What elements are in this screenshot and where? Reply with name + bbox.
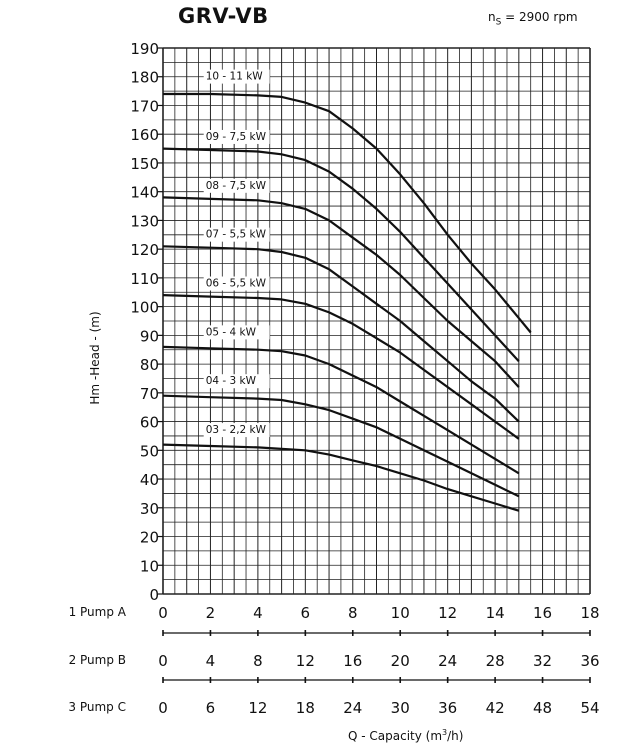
x-tick-label: 2 (205, 604, 216, 622)
y-tick-label: 180 (130, 68, 159, 87)
x-axis-label (348, 728, 463, 743)
x-tick-label: 42 (485, 699, 505, 717)
x-tick-label: 48 (533, 699, 553, 717)
curves (163, 70, 531, 511)
x-tick-label: 24 (343, 699, 363, 717)
x-tick-label: 6 (300, 604, 311, 622)
y-tick-label: 120 (130, 241, 159, 260)
x-tick-label: 0 (158, 699, 168, 717)
y-tick-label: 50 (139, 442, 159, 461)
speed-subscript: S (495, 17, 502, 28)
x-tick-label: 36 (438, 699, 458, 717)
x-tick-label: 20 (390, 652, 410, 670)
y-tick-label: 0 (149, 586, 159, 604)
y-tick-label: 80 (139, 356, 159, 375)
x-tick-label: 0 (158, 604, 168, 622)
curve-label: 04 - 3 kW (205, 375, 257, 388)
x-tick-label: 18 (295, 699, 315, 717)
y-tick-label: 90 (139, 327, 159, 346)
y-tick-label: 130 (130, 212, 159, 231)
x-scale-name: 3 Pump C (68, 700, 126, 714)
curve-label: 09 - 7,5 kW (205, 130, 267, 143)
x-tick-label: 4 (205, 652, 216, 670)
y-tick-label: 20 (139, 528, 159, 547)
y-tick-label: 110 (130, 269, 159, 288)
y-tick-label: 40 (139, 471, 159, 490)
x-tick-label: 12 (248, 699, 268, 717)
y-tick-label: 160 (130, 126, 159, 145)
x-tick-label: 8 (348, 604, 358, 622)
x-tick-label: 36 (580, 652, 600, 670)
x-tick-label: 12 (438, 604, 458, 622)
x-tick-label: 4 (253, 604, 263, 622)
chart-title: GRV-VB (178, 4, 269, 28)
x-tick-label: 6 (205, 699, 216, 717)
x-tick-label: 16 (343, 652, 363, 670)
x-tick-label: 28 (485, 652, 505, 670)
curve-label: 03 - 2,2 kW (205, 424, 267, 437)
x-axis-label-sup: 3 (442, 728, 448, 737)
x-tick-label: 30 (390, 699, 410, 717)
y-tick-label: 30 (139, 499, 159, 518)
x-scales (68, 604, 599, 717)
grid (163, 48, 590, 594)
speed-symbol: n (488, 10, 496, 24)
curve-label: 07 - 5,5 kW (205, 228, 267, 241)
y-tick-label: 150 (130, 154, 159, 173)
curve-label: 06 - 5,5 kW (205, 277, 267, 290)
x-tick-label: 16 (533, 604, 553, 622)
x-scale-name: 2 Pump B (68, 653, 126, 667)
curve-label: 05 - 4 kW (205, 326, 257, 339)
y-tick-label: 170 (130, 97, 159, 116)
x-tick-label: 54 (580, 699, 600, 717)
y-tick-label: 70 (139, 384, 159, 403)
x-axis-label-main: Q - Capacity (m (348, 729, 443, 743)
y-tick-label: 10 (139, 557, 159, 576)
x-tick-label: 8 (253, 652, 263, 670)
x-scale-name: 1 Pump A (68, 605, 126, 619)
curve-label: 08 - 7,5 kW (205, 179, 267, 192)
x-tick-label: 18 (580, 604, 600, 622)
y-tick-label: 140 (130, 183, 159, 202)
x-tick-label: 14 (485, 604, 505, 622)
x-tick-label: 32 (533, 652, 553, 670)
y-axis-ticks (130, 40, 163, 604)
y-tick-label: 100 (130, 298, 159, 317)
x-axis-label-end: /h) (447, 729, 464, 743)
y-tick-label: 60 (139, 413, 159, 432)
x-tick-label: 12 (295, 652, 315, 670)
x-tick-label: 0 (158, 652, 168, 670)
x-tick-label: 24 (438, 652, 458, 670)
curve-label: 10 - 11 kW (205, 70, 263, 83)
speed-value: = 2900 rpm (505, 10, 578, 24)
y-axis-label: Hm -Head - (m) (88, 311, 102, 405)
x-tick-label: 10 (390, 604, 410, 622)
y-tick-label: 190 (130, 40, 159, 58)
